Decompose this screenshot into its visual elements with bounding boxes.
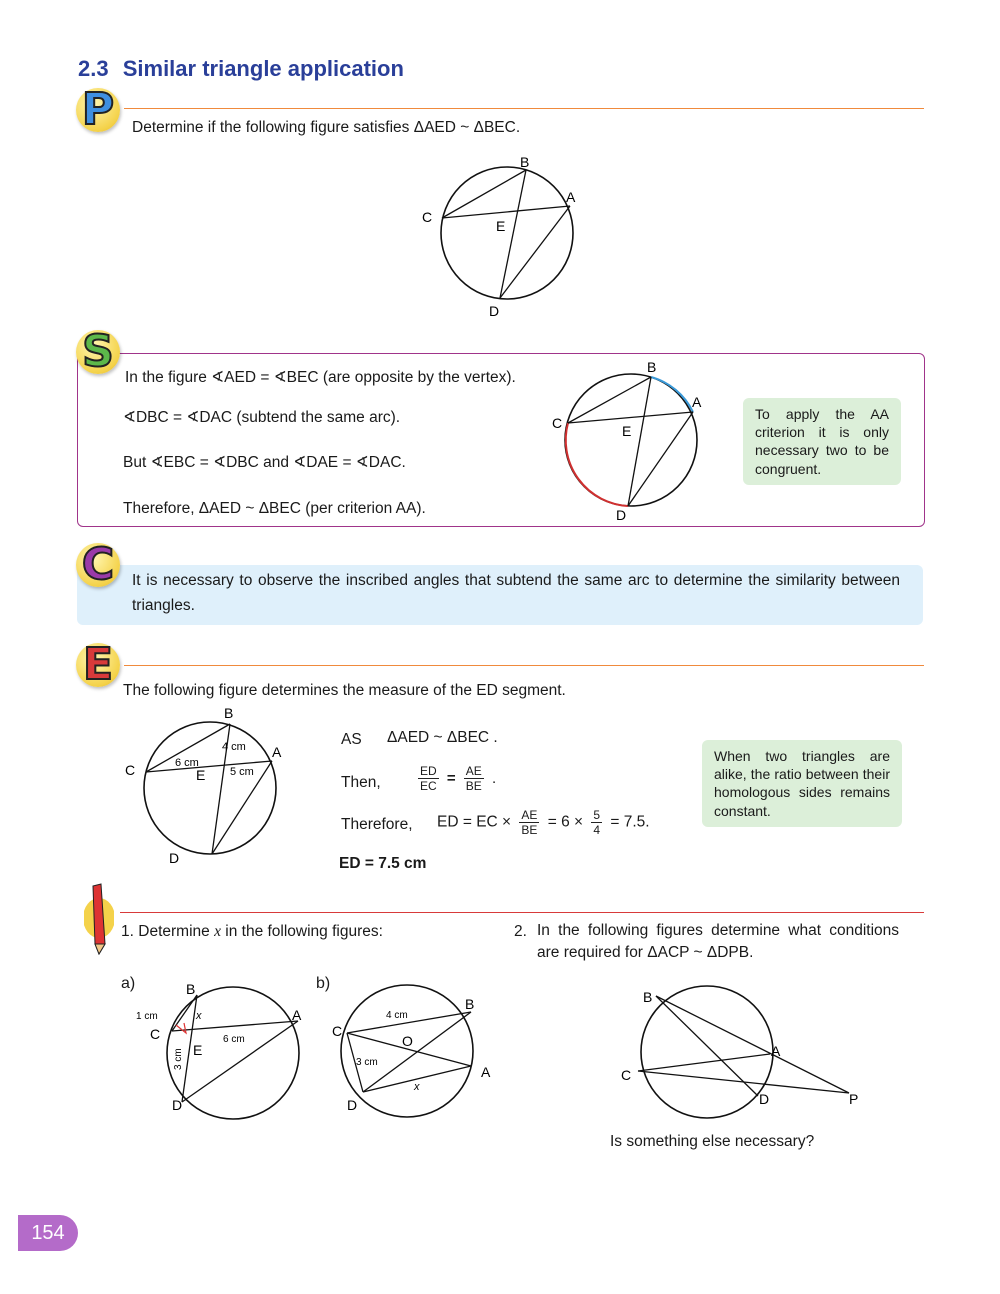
example-answer: ED = 7.5 cm [339, 855, 427, 872]
then-equation: $\frac{ED}{EC}$ = $\frac{AE}{BE}$ . [420, 764, 497, 793]
label-o: O [402, 1033, 413, 1049]
part-a-label: a) [121, 975, 136, 992]
label-b: B [465, 996, 475, 1012]
label-a: A [566, 189, 576, 205]
label-d: D [172, 1097, 183, 1113]
label-b: B [647, 359, 657, 375]
example-note: When two triangles are alike, the ratio between their homologous sides remains constant. [702, 740, 902, 827]
section-title: Similar triangle application [122, 56, 404, 81]
e-badge-icon: E [76, 643, 120, 687]
length-6cm: 6 cm [223, 1034, 245, 1045]
label-b: B [224, 705, 234, 721]
solution-line-4: Therefore, ΔAED ~ ΔBEC (per criterion AA). [123, 500, 426, 517]
label-c: C [422, 209, 433, 225]
exercise-1: 1. Determine x in the following figures: [121, 923, 383, 940]
label-c: C [552, 415, 563, 431]
length-3cm: 3 cm [356, 1057, 378, 1068]
length-5cm: 5 cm [230, 766, 254, 778]
length-4cm: 4 cm [222, 741, 246, 753]
length-x: x [414, 1081, 420, 1093]
therefore-label: Therefore, [341, 816, 413, 833]
s-badge-icon: S [76, 330, 120, 374]
length-6cm: 6 cm [175, 757, 199, 769]
example-figure [120, 700, 300, 870]
pencil-icon [84, 880, 114, 958]
label-d: D [759, 1091, 770, 1107]
label-c: C [332, 1023, 343, 1039]
divider [120, 912, 924, 913]
label-b: B [520, 154, 530, 170]
section-heading [78, 56, 404, 82]
problem-figure [410, 150, 610, 320]
label-a: A [272, 744, 282, 760]
label-c: C [125, 762, 136, 778]
as-label: AS [341, 731, 362, 748]
length-x: x [196, 1010, 202, 1022]
label-e: E [622, 423, 632, 439]
part-b-label: b) [316, 975, 331, 992]
as-value: ΔAED ~ ΔBEC . [387, 729, 498, 746]
solution-line-3: But ∢EBC = ∢DBC and ∢DAE = ∢DAC. [123, 454, 406, 471]
label-p: P [849, 1091, 859, 1107]
label-a: A [292, 1007, 302, 1023]
label-d: D [169, 850, 180, 866]
divider [124, 108, 924, 109]
length-1cm: 1 cm [136, 1011, 158, 1022]
p-badge-icon: P [76, 88, 120, 132]
label-b: B [186, 981, 196, 997]
label-e: E [193, 1042, 203, 1058]
solution-line-2: ∢DBC = ∢DAC (subtend the same arc). [123, 409, 401, 426]
label-b: B [643, 989, 653, 1005]
label-a: A [481, 1064, 491, 1080]
label-c: C [150, 1026, 161, 1042]
length-4cm: 4 cm [386, 1010, 408, 1021]
page-number: 154 [18, 1215, 78, 1251]
c-badge-icon: C [76, 543, 120, 587]
label-e: E [496, 218, 506, 234]
length-3cm: 3 cm [173, 1048, 184, 1070]
exercise-2-text: In the following figures determine what conditions are required for ΔACP ~ ΔDPB. [537, 922, 899, 961]
problem-text: Determine if the following figure satisfies ΔAED ~ ΔBEC. [132, 119, 521, 136]
solution-figure [540, 356, 720, 524]
example-text: The following figure determines the measure of the ED segment. [123, 682, 566, 699]
section-number: 2.3 [78, 56, 109, 81]
solution-line-1: In the figure ∢AED = ∢BEC (are opposite by the vertex). [125, 369, 516, 386]
conclusion-text: It is necessary to observe the inscribed angles that subtend the same arc to determine the similarity between triangles. [132, 572, 900, 614]
label-c: C [621, 1067, 632, 1083]
label-e: E [196, 767, 206, 783]
label-a: A [771, 1043, 781, 1059]
label-d: D [616, 507, 627, 523]
exercise-2-footer: Is something else necessary? [610, 1133, 815, 1150]
label-d: D [489, 303, 500, 319]
exercise-2-figure [612, 980, 872, 1125]
exercise-2-number: 2. [514, 923, 527, 940]
label-a: A [692, 394, 702, 410]
therefore-equation: ED = EC × $\frac{AE}{BE}$ = 6 × $\frac{5}{4}$ = 7.5. [437, 808, 650, 837]
then-label: Then, [341, 774, 381, 791]
exercise-a-figure [130, 975, 310, 1120]
exercise-b-figure [330, 980, 505, 1120]
label-d: D [347, 1097, 358, 1113]
divider [124, 665, 924, 666]
solution-note: To apply the AA criterion it is only necessary two to be congruent. [743, 398, 901, 485]
